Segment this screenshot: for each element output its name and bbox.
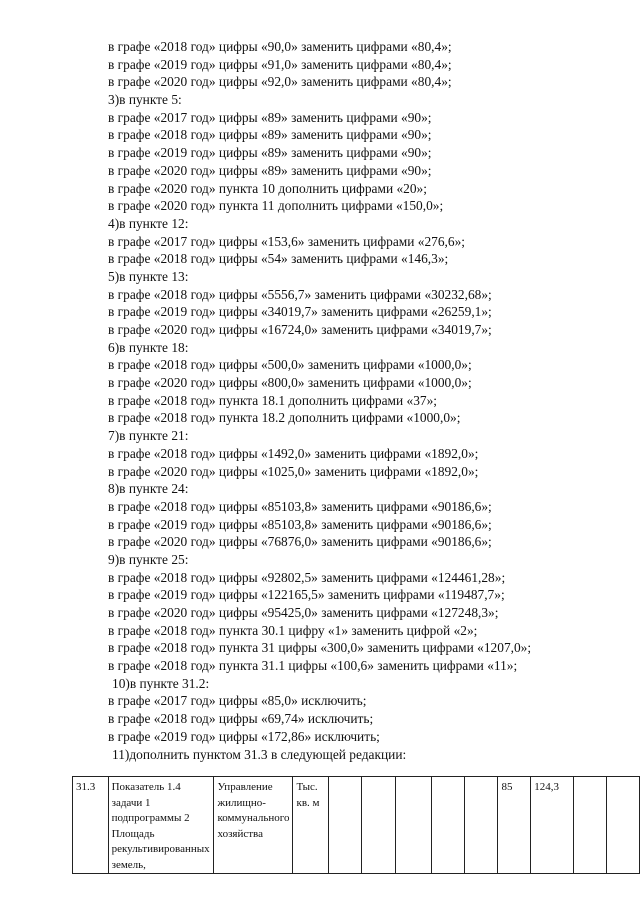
text-line: в графе «2020 год» цифры «95425,0» заменить цифрами «127248,3»; [108, 605, 499, 620]
text-line: в графе «2019 год» цифры «172,86» исключить; [108, 728, 380, 744]
text-line: в графе «2018 год» пункта 30.1 цифру «1» заменить цифрой «2»; [108, 622, 478, 638]
empty-cell [465, 777, 498, 874]
text-line: 5)в пункте 13: [108, 268, 189, 284]
amendment-text [108, 38, 531, 763]
empty-cell [573, 777, 606, 874]
text-line: в графе «2018 год» цифры «90,0» заменить цифрами «80,4»; [108, 39, 452, 54]
row-number: 31.3 [73, 777, 109, 874]
text-line: 7)в пункте 21: [108, 428, 189, 444]
text-line: 4)в пункте 12: [108, 215, 189, 231]
text-line: в графе «2019 год» цифры «34019,7» заменить цифрами «26259,1»; [108, 304, 492, 320]
text-line: в графе «2020 год» цифры «800,0» заменить цифрами «1000,0»; [108, 375, 472, 391]
text-line: в графе «2018 год» пункта 31.1 цифры «100,6» заменить цифрами «11»; [108, 658, 518, 674]
text-line: в графе «2019 год» цифры «89» заменить цифрами «90»; [108, 145, 432, 161]
text-line: в графе «2017 год» цифры «89» заменить цифрами «90»; [108, 109, 432, 125]
text-line: в графе «2020 год» цифры «92,0» заменить цифрами «80,4»; [108, 74, 452, 90]
text-line: в графе «2017 год» цифры «153,6» заменить цифрами «276,6»; [108, 233, 465, 249]
unit-cell: Тыс. кв. м [293, 777, 329, 874]
indicator-cell: Показатель 1.4 задачи 1 подпрограммы 2 Площадь рекультивированных земель, [108, 777, 214, 874]
text-line: 3)в пункте 5: [108, 92, 182, 108]
empty-cell [432, 777, 465, 874]
empty-cell [329, 777, 362, 874]
text-line: в графе «2020 год» цифры «76876,0» заменить цифрами «90186,6»; [108, 534, 492, 550]
text-line: в графе «2018 год» цифры «500,0» заменить цифрами «1000,0»; [108, 357, 472, 373]
text-line: в графе «2019 год» цифры «122165,5» заменить цифрами «119487,7»; [108, 587, 505, 603]
text-line: в графе «2020 год» пункта 10 дополнить цифрами «20»; [108, 180, 427, 196]
text-line: в графе «2018 год» цифры «85103,8» заменить цифрами «90186,6»; [108, 498, 492, 514]
text-line: в графе «2018 год» цифры «69,74» исключить; [108, 711, 374, 727]
text-line: в графе «2020 год» пункта 11 дополнить цифрами «150,0»; [108, 198, 444, 214]
text-line: 9)в пункте 25: [108, 551, 189, 567]
text-line: 10)в пункте 31.2: [112, 675, 210, 691]
value-cell: 124,3 [531, 777, 573, 874]
text-line: в графе «2020 год» цифры «1025,0» заменить цифрами «1892,0»; [108, 463, 479, 479]
value-cell: 85 [498, 777, 531, 874]
text-line: 11)дополнить пунктом 31.3 в следующей редакции: [112, 746, 407, 762]
organization-cell: Управление жилищно-коммунального хозяйства [214, 777, 293, 874]
text-line: 6)в пункте 18: [108, 339, 189, 355]
text-line: в графе «2020 год» цифры «16724,0» заменить цифрами «34019,7»; [108, 322, 492, 337]
empty-cell [606, 777, 639, 874]
table-row [73, 777, 640, 874]
text-line: в графе «2018 год» цифры «1492,0» заменить цифрами «1892,0»; [108, 445, 479, 461]
empty-cell [395, 777, 432, 874]
text-line: 8)в пункте 24: [108, 481, 189, 497]
indicator-table [72, 776, 640, 874]
text-line: в графе «2017 год» цифры «85,0» исключить; [108, 693, 367, 709]
text-line: в графе «2018 год» цифры «89» заменить цифрами «90»; [108, 127, 432, 143]
empty-cell [362, 777, 395, 874]
text-line: в графе «2020 год» цифры «89» заменить цифрами «90»; [108, 162, 432, 178]
text-line: в графе «2018 год» пункта 31 цифры «300,0» заменить цифрами «1207,0»; [108, 640, 532, 656]
text-line: в графе «2018 год» цифры «5556,7» заменить цифрами «30232,68»; [108, 286, 492, 302]
text-line: в графе «2018 год» цифры «54» заменить цифрами «146,3»; [108, 251, 449, 267]
text-line: в графе «2018 год» пункта 18.2 дополнить цифрами «1000,0»; [108, 410, 461, 426]
text-line: в графе «2019 год» цифры «85103,8» заменить цифрами «90186,6»; [108, 516, 492, 532]
text-line: в графе «2018 год» пункта 18.1 дополнить цифрами «37»; [108, 392, 438, 408]
text-line: в графе «2019 год» цифры «91,0» заменить цифрами «80,4»; [108, 56, 452, 72]
text-line: в графе «2018 год» цифры «92802,5» заменить цифрами «124461,28»; [108, 569, 506, 585]
